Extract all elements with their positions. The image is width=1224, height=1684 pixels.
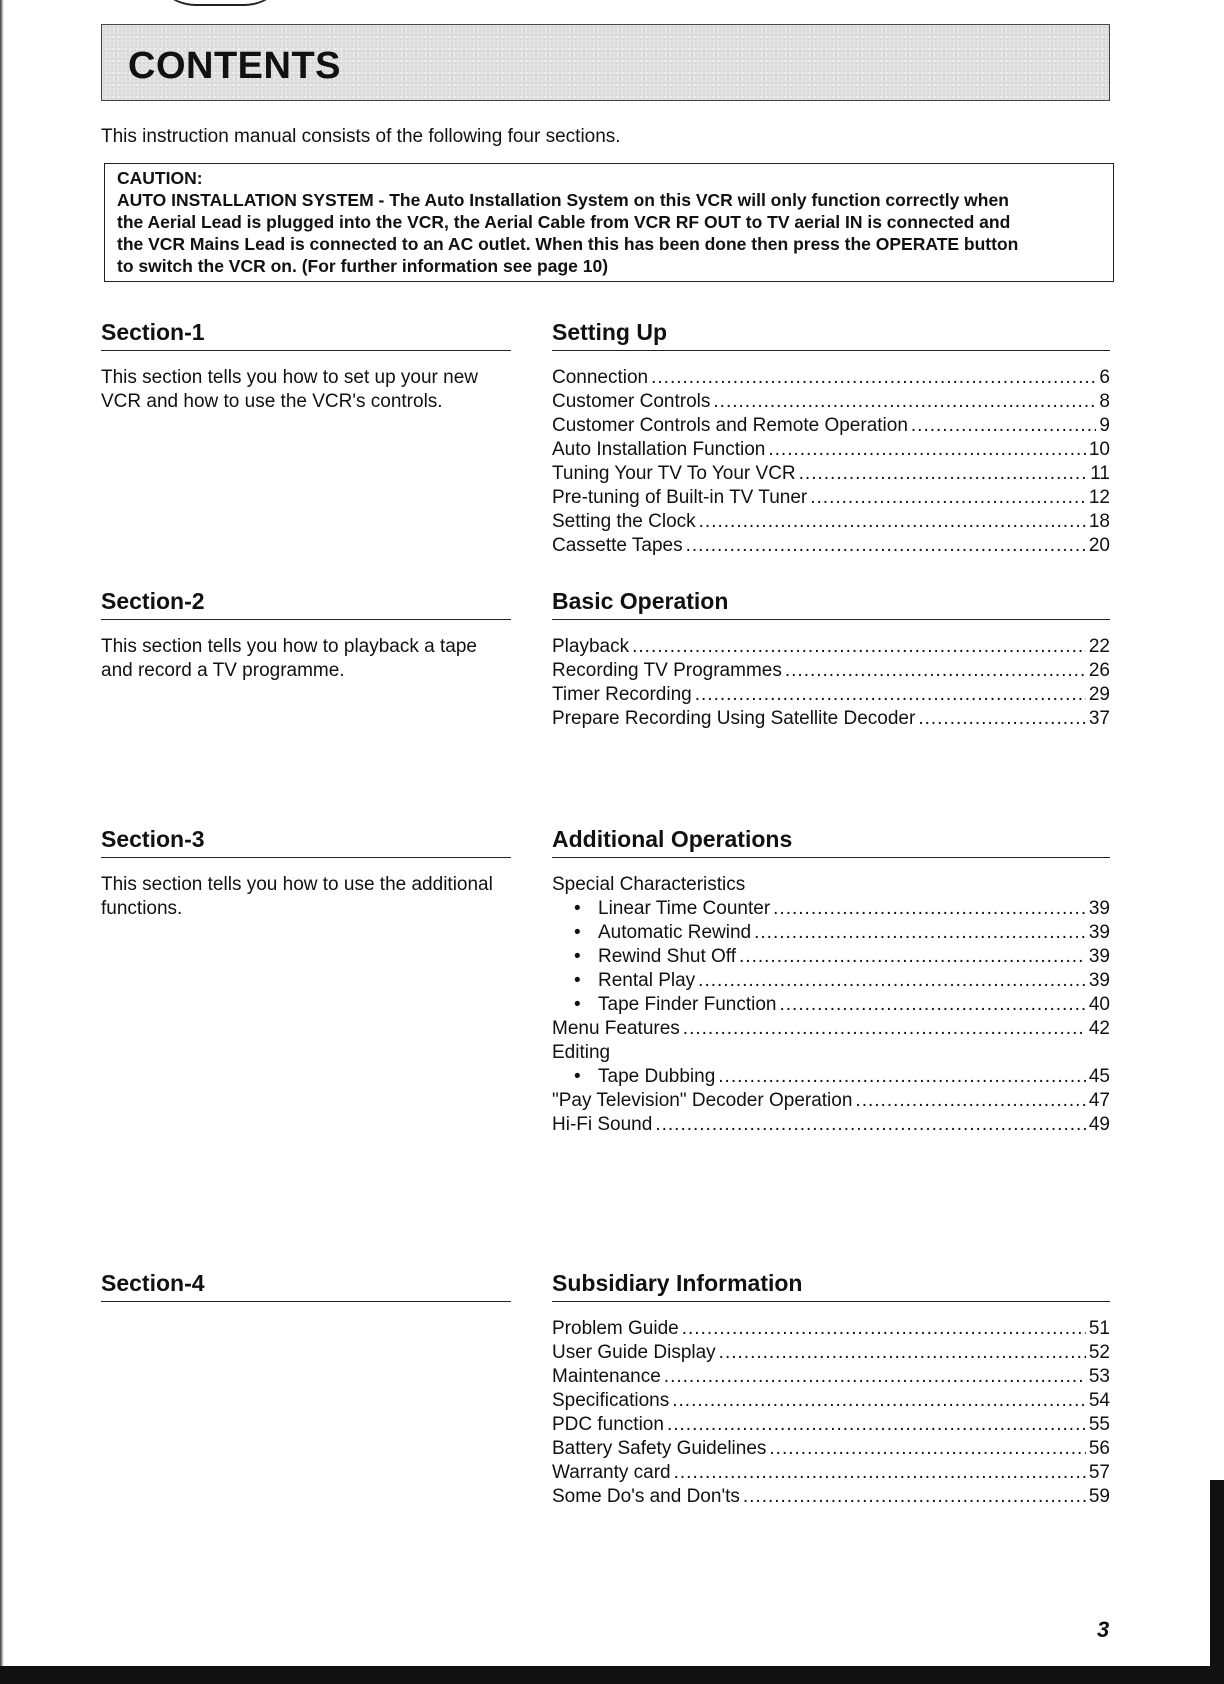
section-1-right: [552, 318, 1110, 556]
toc-entry-page: 49: [1088, 1114, 1110, 1135]
toc-entry-label: Cassette Tapes: [552, 535, 683, 556]
toc-entry: [552, 683, 1110, 707]
section-4-left: [101, 1269, 511, 1298]
dot-leader: [769, 1437, 1085, 1461]
section-title: Additional Operations: [552, 826, 793, 852]
toc-entry-label: Menu Features: [552, 1018, 680, 1039]
toc-entry: [552, 1017, 1110, 1041]
toc-entry: [552, 897, 1110, 921]
toc-entry-label: "Pay Television" Decoder Operation: [552, 1090, 853, 1111]
section-2-left: [101, 587, 511, 681]
dot-leader: [773, 897, 1086, 921]
section-3-left: [101, 825, 511, 919]
contents-banner: [101, 24, 1110, 101]
toc-entry-label: Linear Time Counter: [598, 898, 771, 919]
dot-leader: [699, 510, 1086, 534]
toc-entry-page: 22: [1088, 636, 1110, 657]
dot-leader: [810, 486, 1086, 510]
dot-leader: [718, 1065, 1086, 1089]
toc-entry-label: Playback: [552, 636, 630, 657]
toc-entry-page: 29: [1088, 684, 1110, 705]
section-label: Section-3: [101, 826, 205, 852]
toc-entry-label: Tape Dubbing: [598, 1066, 716, 1087]
toc-entry: [552, 1413, 1110, 1437]
toc-entry-label: Tuning Your TV To Your VCR: [552, 463, 796, 484]
toc-entry-label: Specifications: [552, 1390, 670, 1411]
toc-entry-page: 57: [1088, 1462, 1110, 1483]
dot-leader: [754, 921, 1086, 945]
scan-edge-left: [0, 0, 4, 1684]
toc-entry: [552, 1113, 1110, 1137]
toc-group-heading: Editing: [552, 1042, 611, 1063]
bullet-icon: •: [574, 994, 581, 1015]
toc-entry-label: Battery Safety Guidelines: [552, 1438, 767, 1459]
scan-edge-right: [1210, 1480, 1224, 1684]
divider: [552, 1301, 1110, 1302]
bullet-icon: •: [574, 946, 581, 967]
toc-entry-page: 42: [1088, 1018, 1110, 1039]
toc-entry-page: 56: [1088, 1438, 1110, 1459]
toc-entry: [552, 534, 1110, 558]
toc-entry: [552, 1365, 1110, 1389]
toc-entry: [552, 1317, 1110, 1341]
toc-entry-page: 51: [1088, 1318, 1110, 1339]
toc-entry-page: 8: [1099, 391, 1110, 412]
toc-entry: [552, 510, 1110, 534]
toc-entry-label: Customer Controls and Remote Operation: [552, 415, 908, 436]
scan-edge-bottom: [0, 1666, 1224, 1684]
toc-entry-page: 9: [1099, 415, 1110, 436]
section-2-right: [552, 587, 1110, 729]
toc-entry-page: 11: [1090, 463, 1110, 484]
page-title: CONTENTS: [128, 45, 341, 87]
dot-leader: [651, 366, 1096, 390]
section-1-left: [101, 318, 511, 412]
toc-list: [552, 635, 1110, 731]
toc-entry-label: Tape Finder Function: [598, 994, 777, 1015]
toc-entry-page: 26: [1088, 660, 1110, 681]
divider: [552, 619, 1110, 620]
caution-line: to switch the VCR on. (For further information see page 10): [117, 256, 609, 276]
toc-entry-page: 10: [1088, 439, 1110, 460]
toc-entry-page: 59: [1088, 1486, 1110, 1507]
toc-entry-label: Recording TV Programmes: [552, 660, 782, 681]
toc-entry-label: Warranty card: [552, 1462, 671, 1483]
toc-entry-label: Automatic Rewind: [598, 922, 752, 943]
dot-leader: [698, 969, 1086, 993]
dot-leader: [799, 462, 1088, 486]
toc-list: [552, 873, 1110, 1137]
toc-list: [552, 366, 1110, 558]
divider: [101, 857, 511, 858]
dot-leader: [655, 1113, 1086, 1137]
toc-entry-page: 39: [1088, 970, 1110, 991]
toc-entry: [552, 462, 1110, 486]
section-label: Section-2: [101, 588, 205, 614]
dot-leader: [672, 1389, 1086, 1413]
section-description: This section tells you how to playback a tape and record a TV programme.: [101, 636, 477, 681]
toc-entry: [552, 1089, 1110, 1113]
toc-group-heading: Special Characteristics: [552, 874, 746, 895]
dot-leader: [664, 1365, 1086, 1389]
dot-leader: [632, 635, 1086, 659]
caution-line: AUTO INSTALLATION SYSTEM - The Auto Installation System on this VCR will only function correctly when: [117, 190, 1009, 210]
bullet-icon: •: [574, 970, 581, 991]
toc-entry-page: 39: [1088, 946, 1110, 967]
dot-leader: [713, 390, 1096, 414]
toc-entry-label: Timer Recording: [552, 684, 692, 705]
dot-leader: [695, 683, 1086, 707]
section-description: This section tells you how to use the additional functions.: [101, 874, 493, 919]
toc-entry: [552, 366, 1110, 390]
bullet-icon: •: [574, 922, 581, 943]
toc-entry-page: 55: [1088, 1414, 1110, 1435]
toc-entry: [552, 1341, 1110, 1365]
dot-leader: [743, 1485, 1086, 1509]
toc-list: [552, 1317, 1110, 1509]
dot-leader: [719, 1341, 1086, 1365]
toc-entry: [552, 969, 1110, 993]
toc-entry: [552, 993, 1110, 1017]
bullet-icon: •: [574, 1066, 581, 1087]
toc-entry-page: 45: [1088, 1066, 1110, 1087]
section-title: Setting Up: [552, 319, 667, 345]
toc-entry: [552, 707, 1110, 731]
toc-entry-page: 53: [1088, 1366, 1110, 1387]
dot-leader: [918, 707, 1086, 731]
toc-entry: [552, 414, 1110, 438]
dot-leader: [780, 993, 1086, 1017]
divider: [101, 1301, 511, 1302]
toc-entry-label: Problem Guide: [552, 1318, 679, 1339]
toc-entry-page: 39: [1088, 898, 1110, 919]
toc-entry-label: Prepare Recording Using Satellite Decoder: [552, 708, 916, 729]
dot-leader: [768, 438, 1086, 462]
toc-entry-label: Maintenance: [552, 1366, 661, 1387]
caution-heading: CAUTION:: [117, 168, 203, 188]
toc-entry: [552, 921, 1110, 945]
divider: [101, 619, 511, 620]
toc-entry-page: 54: [1088, 1390, 1110, 1411]
toc-entry-page: 12: [1088, 487, 1110, 508]
section-title: Basic Operation: [552, 588, 729, 614]
toc-entry-page: 18: [1088, 511, 1110, 532]
toc-entry: [552, 390, 1110, 414]
dot-leader: [682, 1317, 1086, 1341]
section-4-right: [552, 1269, 1110, 1507]
caution-box: [104, 163, 1114, 282]
toc-entry-label: Hi-Fi Sound: [552, 1114, 653, 1135]
toc-entry-label: Rental Play: [598, 970, 696, 991]
section-3-right: [552, 825, 1110, 1135]
section-title: Subsidiary Information: [552, 1270, 803, 1296]
section-label: Section-1: [101, 319, 205, 345]
dot-leader: [667, 1413, 1086, 1437]
page-number: 3: [1097, 1617, 1110, 1642]
toc-entry: [552, 1065, 1110, 1089]
toc-entry: [552, 438, 1110, 462]
section-label: Section-4: [101, 1270, 205, 1296]
toc-entry-label: User Guide Display: [552, 1342, 716, 1363]
toc-entry: [552, 1389, 1110, 1413]
toc-entry-label: Setting the Clock: [552, 511, 696, 532]
intro-text: This instruction manual consists of the following four sections.: [101, 126, 621, 147]
toc-entry-label: Some Do's and Don'ts: [552, 1486, 740, 1507]
toc-entry: [552, 659, 1110, 683]
toc-entry-page: 6: [1099, 367, 1110, 388]
toc-entry-page: 47: [1088, 1090, 1110, 1111]
toc-entry: [552, 635, 1110, 659]
toc-entry-label: Pre-tuning of Built-in TV Tuner: [552, 487, 808, 508]
toc-entry: [552, 1437, 1110, 1461]
caution-line: the Aerial Lead is plugged into the VCR, the Aerial Cable from VCR RF OUT to TV aerial IN is connected and: [117, 212, 1011, 232]
toc-entry: [552, 1485, 1110, 1509]
toc-entry-label: Customer Controls: [552, 391, 711, 412]
divider: [552, 857, 1110, 858]
section-description: This section tells you how to set up your new VCR and how to use the VCR's controls.: [101, 367, 479, 412]
toc-entry-label: Rewind Shut Off: [598, 946, 737, 967]
divider: [552, 350, 1110, 351]
dot-leader: [674, 1461, 1086, 1485]
dot-leader: [686, 534, 1086, 558]
toc-entry: [552, 486, 1110, 510]
toc-entry-label: Connection: [552, 367, 649, 388]
dot-leader: [911, 414, 1097, 438]
dot-leader: [855, 1089, 1085, 1113]
toc-entry: [552, 945, 1110, 969]
dot-leader: [683, 1017, 1086, 1041]
toc-entry-page: 20: [1088, 535, 1110, 556]
bullet-icon: •: [574, 898, 581, 919]
dot-leader: [785, 659, 1086, 683]
toc-entry-page: 52: [1088, 1342, 1110, 1363]
toc-entry-label: Auto Installation Function: [552, 439, 766, 460]
divider: [101, 350, 511, 351]
decorative-arc: [150, 0, 290, 6]
toc-entry: [552, 1461, 1110, 1485]
caution-line: the VCR Mains Lead is connected to an AC outlet. When this has been done then press the OPERATE button: [117, 234, 1019, 254]
toc-entry-page: 40: [1088, 994, 1110, 1015]
dot-leader: [739, 945, 1086, 969]
toc-entry-label: PDC function: [552, 1414, 664, 1435]
toc-entry-page: 37: [1088, 708, 1110, 729]
toc-entry-page: 39: [1088, 922, 1110, 943]
